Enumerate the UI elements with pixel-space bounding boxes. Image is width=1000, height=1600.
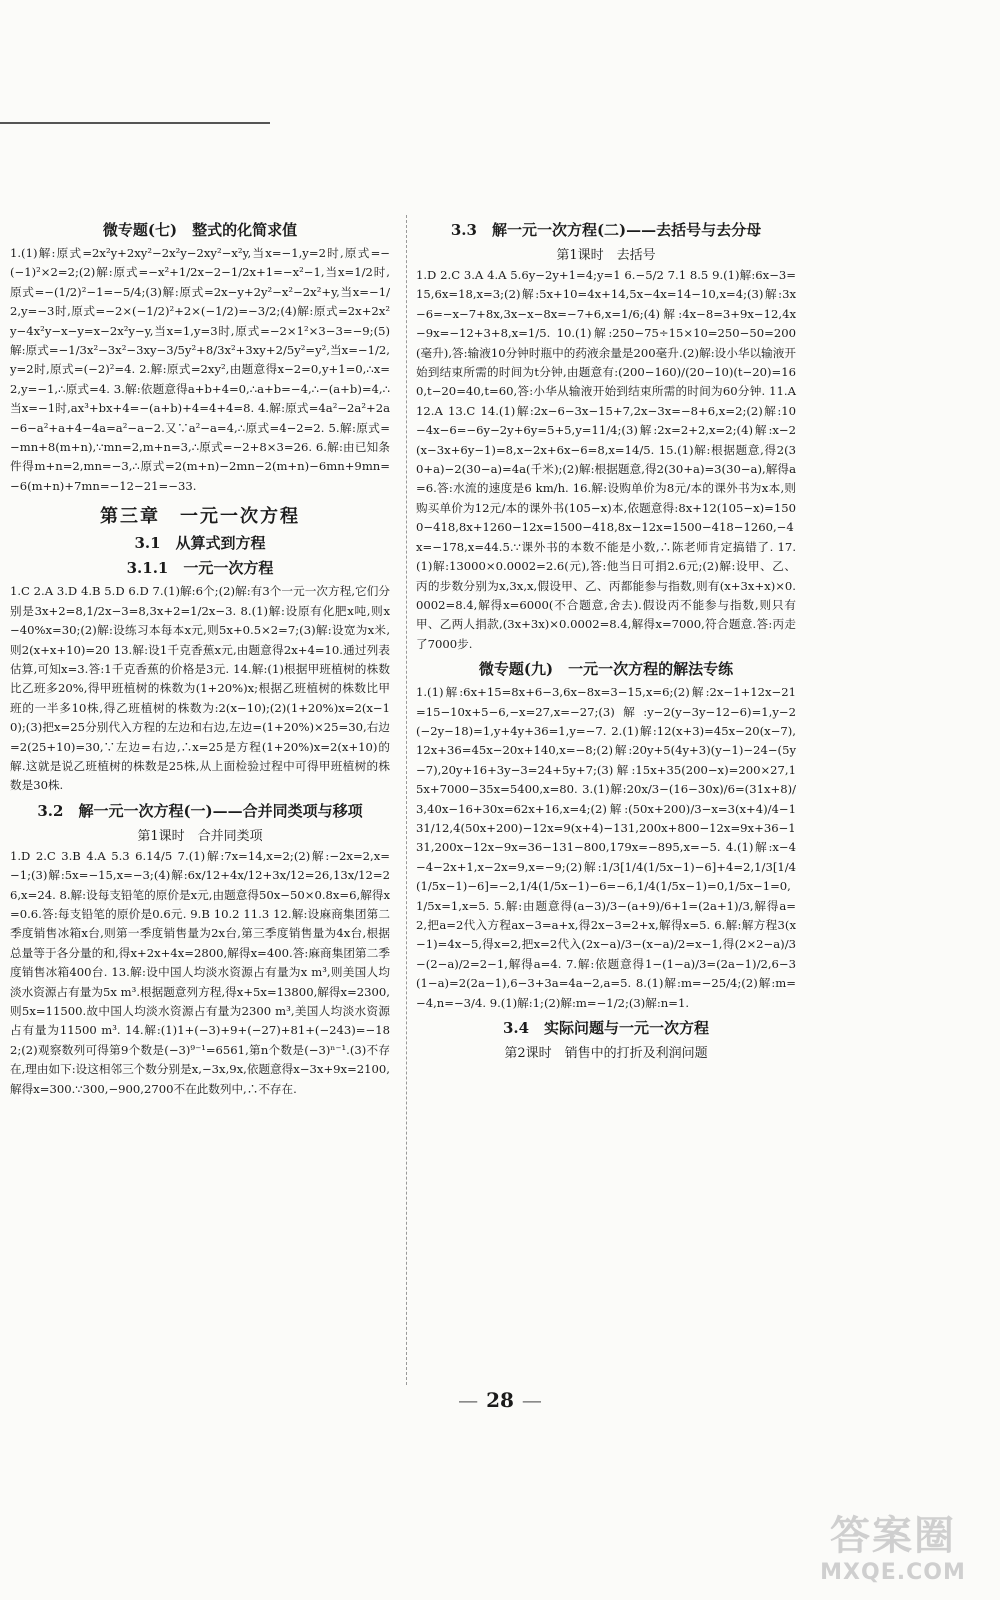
- section-heading: 第三章 一元一次方程: [100, 506, 300, 528]
- section-heading: 3.1.1 一元一次方程: [126, 559, 274, 578]
- watermark-url: MXQE.COM: [820, 1560, 966, 1585]
- page-number: 28: [486, 1388, 514, 1412]
- section-heading: 3.3 解一元一次方程(二)——去括号与去分母: [450, 221, 762, 239]
- section-heading: 3.1 从算式到方程: [134, 534, 266, 553]
- lesson-subtitle: 第2课时 销售中的打折及利润问题: [504, 1046, 708, 1062]
- lesson-subtitle: 第1课时 合并同类项: [137, 828, 263, 844]
- section-heading: 微专题(九) 一元一次方程的解法专练: [478, 660, 734, 679]
- answer-paragraph: 1.D 2.C 3.A 4.A 5.6y−2y+1=4;y=1 6.−5/2 7.1 8.5 9.(1)解:6x−3=15,6x=18,x=3;(2)解:5x+10=4x+14,5x−4x=14−10,x=4;(3)解:3x−6=−x−7+8x,3x−x−8x=−7+6,x=1/6;(4)解:4x−8=3+9x−12,4x−9x=−12+3+8,x=1/5. 10.(1)解:250−75÷15×10=250−50=200(毫升),答:输液10分钟时瓶中的药液余量是200毫升.(2)解:设小华以输液开始到结束所需的时间为t分钟,由题意有:(200−160)/(20−10)(t−20)=160,t−20=40,t=60,答:小华从输液开始到结束所需的时间为60分钟. 11.A 12.A 13.C 14.(1)解:2x−6−3x−15+7,2x−3x=−8+6,x=2;(2)解:10−4x−6=−6y−2y+6y=5+5,y=11/4;(3)解:2x=2+2,x=2;(4)解:x−2(x−3x+6y−1)=8,x−2x+6x−6=8,x=14/5. 15.(1)解:根据题意,得2(30+a)−2(30−a)=4a(千米);(2)解:根据题意,得2(30+a)=3(30−a),解得a=6.答:水流的速度是6 km/h. 16.解:设购单价为8元/本的课外书为x本,则购买单价为12元/本的课外书(105−x)本,依题意得:8x+12(105−x)=1500−418,8x+1260−12x=1500−418,8x−12x=1500−418−1260,−4x=−178,x=44.5.∵课外书的本数不能是小数,∴陈老师肯定搞错了. 17.(1)解:13000×0.0002=2.6(元),答:他当日可捐2.6元;(2)解:设甲、乙、丙的步数分别为x,3x,x,假设甲、乙、丙都能参与指数,则有(x+3x+x)×0.0002=8.4,解得x=6000(不合题意,舍去).假设丙不能参与指数,则只有甲、乙两人捐款,(3x+3x)×0.0002=8.4,解得x=7000,符合题意.答:丙走了7000步.: [416, 268, 796, 651]
- page-number-row: [0, 1388, 1000, 1412]
- section-heading: 微专题(七) 整式的化简求值: [102, 221, 298, 239]
- right-column: [416, 215, 796, 1064]
- answer-paragraph: 1.C 2.A 3.D 4.B 5.D 6.D 7.(1)解:6个;(2)解:有3个一元一次方程,它们分别是3x+2=8,1/2x−3=8,3x+2=1/2x−3. 8.(1)解:设原有化肥x吨,则x−40%x=30;(2)解:设练习本每本x元,则5x+0.5×2=7;(3)解:设宽为x米,则2(x+x+10)=20 13.解:设1千克香蕉x元,由题意得2x+4=10.通过列表估算,可知x=3.答:1千克香蕉的价格是3元. 14.解:(1)根据甲班植树的株数比乙班多20%,得甲班植树的株数为(1+20%)x;根据乙班植树的株数比甲班的一半多10株,得乙班植树的株数为:2(x−10);(2)(1+20%)x=2(x−10);(3)把x=25分别代入方程的左边和右边,左边=(1+20%)×25=30,右边=2(25+10)=30,∵左边=右边,∴x=25是方程(1+20%)x=2(x+10)的解.这就是说乙班植树的株数是25株,从上面检验过程中可得甲班植树的株数是30株.: [10, 584, 390, 793]
- answer-paragraph: 1.(1)解:6x+15=8x+6−3,6x−8x=3−15,x=6;(2)解:2x−1+12x−21=15−10x+5−6,−x=27,x=−27;(3)解:y−2(y−3y−12−6)=1,y−2(−2y−18)=1,y+4y+36=1,y=−7. 2.(1)解:12(x+3)=45x−20(x−7),12x+36=45x−20x+140,x=−8;(2)解:20y+5(4y+3)(y−1)−24−(5y−7),20y+16+3y−3=24+5y+7;(3)解:15x+35(200−x)=200×27,15x+7000−35x=5400,x=80. 3.(1)解:20x/3−(16−30x)/6=(31x+8)/3,40x−16+30x=62x+16,x=4;(2)解:(50x+200)/3−x=3(x+4)/4−131/12,4(50x+200)−12x=9(x+4)−131,200x+800−12x=9x+36−131,200x−12x−9x=36−131−800,179x=−895,x=−5. 4.(1)解:x−4−4−2x+1,x−2x=9,x=−9;(2)解:1/3[1/4(1/5x−1)−6]+4=2,1/3[1/4(1/5x−1)−6]=−2,1/4(1/5x−1)−6=−6,1/4(1/5x−1)=0,1/5x−1=0,1/5x=1,x=5. 5.解:由题意得(a−3)/3−(a+9)/6+1=(2a+1)/3,解得a=2,把a=2代入方程ax−3=a+x,得2x−3=2+x,解得x=5. 6.解:解方程3(x−1)=4x−5,得x=2,把x=2代入(2x−a)/3−(x−a)/2=x−1,得(2×2−a)/3−(2−a)/2=2−1,解得a=4. 7.解:依题意得1−(1−a)/3=(2a−1)/2,6−3(1−a)=2(2a−1),6−3+3a=4a−2,a=5. 8.(1)解:m=−25/4;(2)解:m=−4,n=−3/4. 9.(1)解:1;(2)解:m=−1/2;(3)解:n=1.: [416, 685, 796, 1010]
- answer-paragraph: 1.(1)解:原式=2x²y+2xy²−2x²y−2xy²−x²y,当x=−1,y=2时,原式=−(−1)²×2=2;(2)解:原式=−x²+1/2x−2−1/2x+1=−x²−1,当x=1/2时,原式=−(1/2)²−1=−5/4;(3)解:原式=2x−y+2y²−x²−2x²+y,当x=−1/2,y=−3时,原式=−2×(−1/2)²+2×(−1/2)=−3/2;(4)解:原式=2x+2x²y−4x²y−x−y=x−2x²y−y,当x=1,y=3时,原式=−2×1²×3−3=−9;(5)解:原式=−1/3x²−3x²−3xy−3/5y²+8/3x²+3xy+2/5y²=y²,当x=−1/2,y=2时,原式=(−2)²=4. 2.解:原式=2xy²,由题意得x−2=0,y+1=0,∴x=2,y=−1,∴原式=4. 3.解:依题意得a+b+4=0,∴a+b=−4,∴−(a+b)=4,∴当x=−1时,ax³+bx+4=−(a+b)+4=4+4=8. 4.解:原式=4a²−2a²+2a−6−a²+a+4−4a=a²−a−2.又∵a²−a=4,∴原式=4−2=2. 5.解:原式=−mn+8(m+n),∵mn=2,m+n=3,∴原式=−2+8×3=26. 6.解:由已知条件得m+n=2,mn=−3,∴原式=2(m+n)−2mn−2(m+n)−6mn+9mn=−6(m+n)+7mn=−12−21=−33.: [10, 246, 390, 493]
- section-heading: 3.4 实际问题与一元一次方程: [502, 1019, 710, 1038]
- answer-paragraph: 1.D 2.C 3.B 4.A 5.3 6.14/5 7.(1)解:7x=14,x=2;(2)解:−2x=2,x=−1;(3)解:5x=−15,x=−3;(4)解:6x/12+4x/12+3x/12=26,13x/12=26,x=24. 8.解:设每支铅笔的原价是x元,由题意得50x−50×0.8x=6,解得x=0.6.答:每支铅笔的原价是0.6元. 9.B 10.2 11.3 12.解:设麻商集团第二季度销售冰箱x台,则第一季度销售量为2x台,第三季度销售量为4x台,根据总量等于各分量的和,得x+2x+4x=2800,解得x=400.答:麻商集团第二季度销售冰箱400台. 13.解:设中国人均淡水资源占有量为x m³,则美国人均淡水资源占有量为5x m³.根据题意列方程,得x+5x=13800,解得x=2300,则5x=11500.故中国人均淡水资源占有量为2300 m³,美国人均淡水资源占有量为11500 m³. 14.解:(1)1+(−3)+9+(−27)+81+(−243)=−182;(2)观察数列可得第9个数是(−3)⁹⁻¹=6561,第n个数是(−3)ⁿ⁻¹.(3)不存在,理由如下:设这相邻三个数分别是x,−3x,9x,依题意得x−3x+9x=2100,解得x=300.∵300,−900,2700不在此数列中,∴不存在.: [10, 848, 390, 1096]
- page-dash-left: —: [458, 1388, 479, 1412]
- section-heading: 3.2 解一元一次方程(一)——合并同类项与移项: [37, 801, 363, 820]
- lesson-subtitle: 第1课时 去括号: [556, 248, 656, 263]
- top-rule: [0, 122, 270, 124]
- page-dash-right: —: [521, 1388, 542, 1412]
- left-column: [10, 215, 390, 1099]
- column-divider: [406, 215, 408, 1385]
- watermark: [798, 1512, 988, 1592]
- watermark-logo: 答案圈: [830, 1513, 956, 1559]
